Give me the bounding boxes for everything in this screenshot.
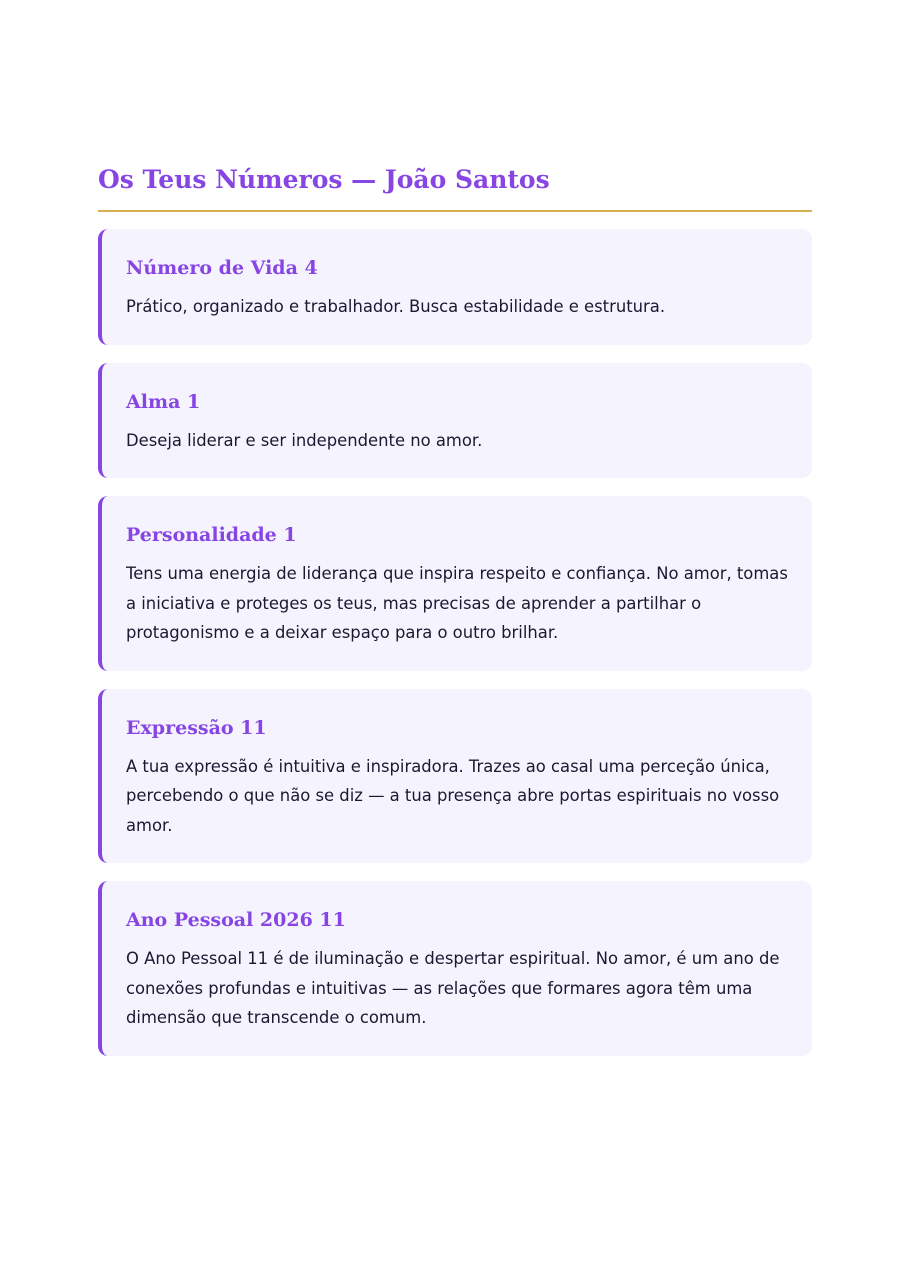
card-title: Alma 1 xyxy=(126,390,201,413)
card-text: A tua expressão é intuitiva e inspiradora. Trazes ao casal uma perceção única, percebendo o que não se diz — a tua presença abre portas espirituais no vosso amor. xyxy=(126,756,780,835)
card-text: O Ano Pessoal 11 é de iluminação e despertar espiritual. No amor, é um ano de conexões profundas e intuitivas — as relações que formares agora têm uma dimensão que transcende o comum. xyxy=(126,949,780,1027)
card-personal-year xyxy=(98,881,812,1056)
card-text: Deseja liderar e ser independente no amor. xyxy=(126,430,483,450)
card-title: Ano Pessoal 2026 11 xyxy=(126,909,346,931)
card-text: Prático, organizado e trabalhador. Busca estabilidade e estrutura. xyxy=(126,297,666,316)
cards-list xyxy=(98,229,812,1056)
card-title: Expressão 11 xyxy=(126,716,267,739)
card-personality-number xyxy=(98,496,812,671)
page-title: Os Teus Números — João Santos xyxy=(98,160,812,212)
card-title: Personalidade 1 xyxy=(126,524,297,546)
card-expression-number xyxy=(98,689,812,864)
card-life-number xyxy=(98,229,812,345)
card-soul-number xyxy=(98,363,812,479)
card-title: Número de Vida 4 xyxy=(126,257,318,279)
numbers-page xyxy=(98,160,812,1074)
card-text: Tens uma energia de liderança que inspira respeito e confiança. No amor, tomas a iniciativa e proteges os teus, mas precisas de aprender a partilhar o protagonismo e a deixar espaço para o outro brilhar. xyxy=(126,564,788,642)
